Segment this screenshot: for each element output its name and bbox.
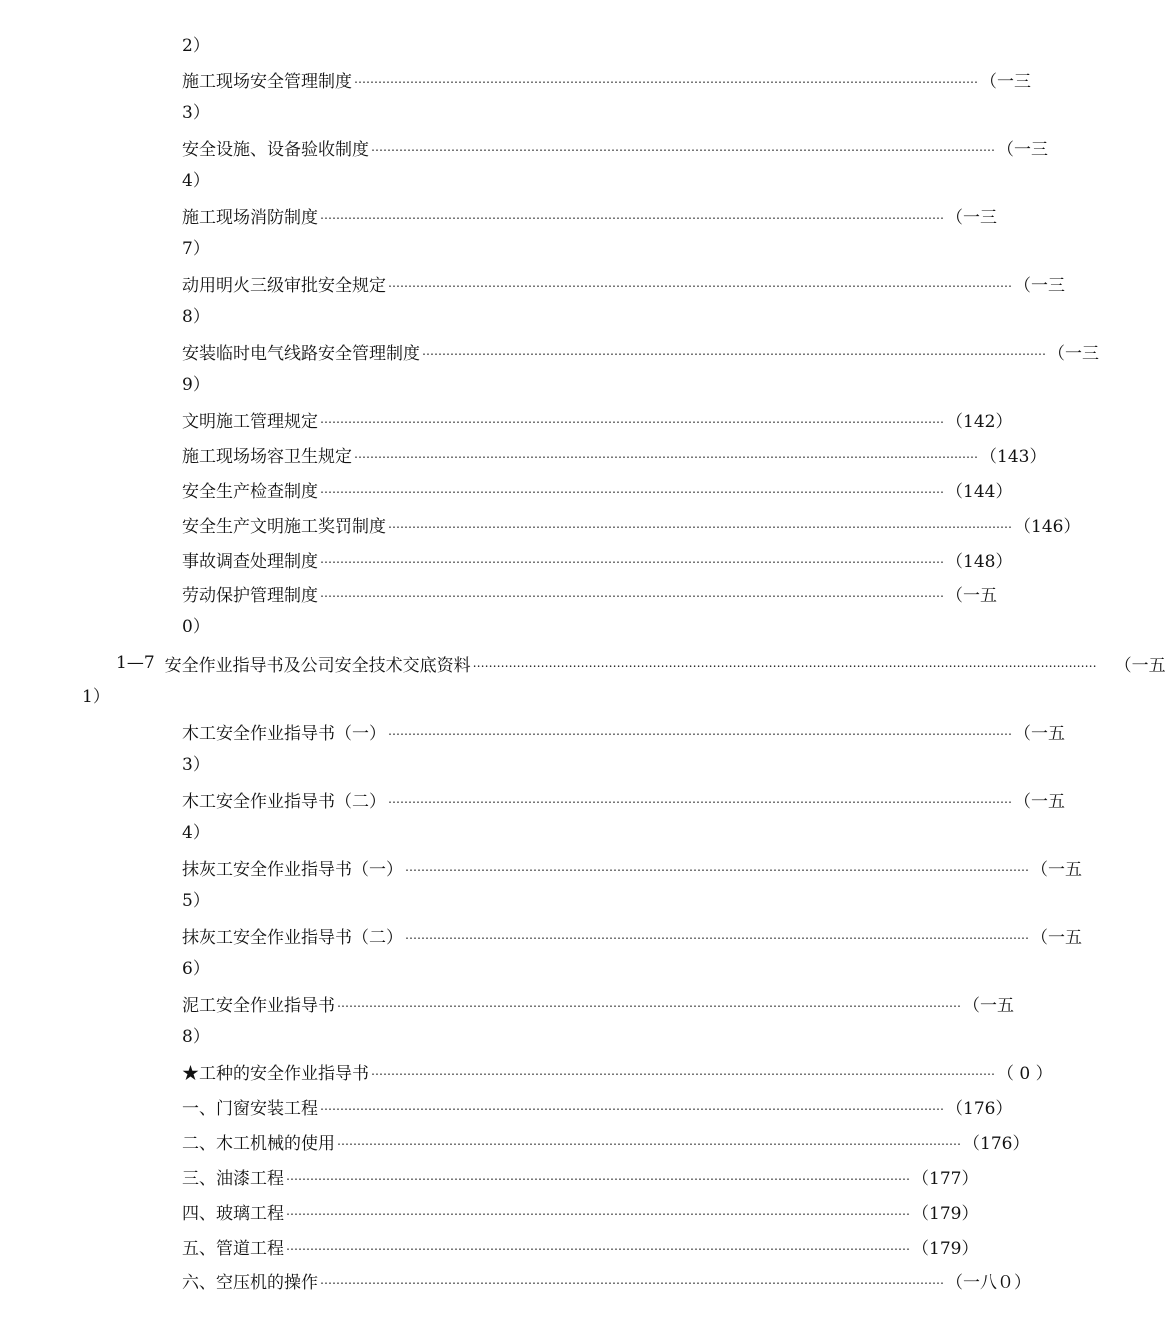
entry-title: 四、玻璃工程	[182, 1203, 284, 1224]
leader-dots: …………………………………………………………………………………………………………………………………………	[388, 517, 1012, 531]
toc-entry[interactable]	[182, 582, 997, 606]
entry-continuation: 9）	[182, 375, 210, 395]
toc-entry[interactable]	[182, 924, 1082, 948]
entry-title: 木工安全作业指导书（一）	[182, 723, 386, 744]
leader-dots: …………………………………………………………………………………………………………………………………………	[286, 1204, 910, 1218]
toc-entry[interactable]	[182, 513, 1081, 537]
entry-title: 木工安全作业指导书（二）	[182, 791, 386, 812]
entry-title: 文明施工管理规定	[182, 411, 318, 432]
section-number: 1—7	[116, 653, 155, 673]
leader-dots: …………………………………………………………………………………………………………………………………………	[371, 1064, 995, 1078]
entry-page: （176）	[946, 1098, 1013, 1119]
toc-entry[interactable]	[182, 340, 1099, 364]
entry-page: （一五	[1031, 927, 1082, 948]
toc-entry[interactable]	[182, 856, 1082, 880]
entry-page: （一三	[1014, 275, 1065, 296]
entry-continuation: 0）	[182, 617, 210, 637]
entry-title: 劳动保护管理制度	[182, 585, 318, 606]
entry-title: 施工现场安全管理制度	[182, 71, 352, 92]
entry-continuation: 8）	[182, 307, 210, 327]
entry-page: （一八０）	[946, 1272, 1031, 1293]
section-continuation: 1）	[82, 687, 110, 707]
entry-title: 六、空压机的操作	[182, 1272, 318, 1293]
toc-entry[interactable]	[182, 1165, 979, 1189]
toc-entry[interactable]	[182, 788, 1065, 812]
entry-title: 动用明火三级审批安全规定	[182, 275, 386, 296]
section-page: （一五	[1114, 655, 1166, 676]
entry-title: ★工种的安全作业指导书	[182, 1063, 369, 1084]
entry-page: （一五	[1031, 859, 1082, 880]
entry-title: 安装临时电气线路安全管理制度	[182, 343, 420, 364]
toc-entry[interactable]	[182, 720, 1065, 744]
leader-dots: …………………………………………………………………………………………………………………………………………	[320, 482, 944, 496]
toc-entry[interactable]	[182, 1200, 979, 1224]
entry-page: （一五	[1014, 791, 1065, 812]
toc-entry[interactable]	[182, 548, 1013, 572]
entry-title: 安全生产检查制度	[182, 481, 318, 502]
entry-page: （一三	[1048, 343, 1099, 364]
entry-page: （144）	[946, 481, 1013, 502]
leader-dots: …………………………………………………………………………………………………………………………………………	[320, 586, 944, 600]
leader-dots: …………………………………………………………………………………………………………………………………………	[354, 447, 978, 461]
toc-section[interactable]	[116, 652, 1166, 676]
entry-continuation: 6）	[182, 959, 210, 979]
leader-dots: …………………………………………………………………………………………………………………………………………	[405, 928, 1029, 942]
leader-dots: …………………………………………………………………………………………………………………………………………	[320, 208, 944, 222]
entry-title: 抹灰工安全作业指导书（一）	[182, 859, 403, 880]
entry-page: （179）	[912, 1238, 979, 1259]
leader-dots: …………………………………………………………………………………………………………………………………………	[388, 276, 1012, 290]
toc-entry[interactable]	[182, 204, 997, 228]
entry-title: 抹灰工安全作业指导书（二）	[182, 927, 403, 948]
leader-dots: …………………………………………………………………………………………………………………………………………	[320, 552, 944, 566]
entry-page: （一三	[946, 207, 997, 228]
leader-dots: …………………………………………………………………………………………………………………………………………	[388, 792, 1012, 806]
leader-dots: …………………………………………………………………………………………………………………………………………	[320, 412, 944, 426]
toc-entry[interactable]	[182, 272, 1065, 296]
toc-entry[interactable]	[182, 1269, 1031, 1293]
entry-title: 施工现场消防制度	[182, 207, 318, 228]
toc-entry[interactable]	[182, 1235, 979, 1259]
leader-dots: …………………………………………………………………………………………………………………………………………	[320, 1273, 944, 1287]
entry-page: （一五	[963, 995, 1014, 1016]
entry-page: （146）	[1014, 516, 1081, 537]
leader-dots: …………………………………………………………………………………………………………………………………………	[286, 1239, 910, 1253]
toc-entry[interactable]	[182, 408, 1013, 432]
entry-continuation: 8）	[182, 1027, 210, 1047]
entry-title: 事故调查处理制度	[182, 551, 318, 572]
leader-dots: …………………………………………………………………………………………………………………………………………	[371, 140, 995, 154]
leader-dots: …………………………………………………………………………………………………………………………………………	[472, 656, 1097, 670]
entry-title: 安全生产文明施工奖罚制度	[182, 516, 386, 537]
leader-dots: …………………………………………………………………………………………………………………………………………	[388, 724, 1012, 738]
entry-continuation: 7）	[182, 239, 210, 259]
entry-page: （142）	[946, 411, 1013, 432]
entry-continuation: 4）	[182, 823, 210, 843]
entry-continuation: 5）	[182, 891, 210, 911]
entry-page: （176）	[963, 1133, 1030, 1154]
entry-page: （179）	[912, 1203, 979, 1224]
entry-title: 安全设施、设备验收制度	[182, 139, 369, 160]
entry-title: 五、管道工程	[182, 1238, 284, 1259]
entry-continuation: 3）	[182, 103, 210, 123]
toc-entry[interactable]	[182, 992, 1014, 1016]
entry-page: （143）	[980, 446, 1047, 467]
toc-entry[interactable]	[182, 1060, 1053, 1084]
leader-dots: …………………………………………………………………………………………………………………………………………	[354, 72, 978, 86]
leader-dots: …………………………………………………………………………………………………………………………………………	[337, 1134, 961, 1148]
section-title: 安全作业指导书及公司安全技术交底资料	[164, 655, 471, 676]
entry-continuation: 2）	[182, 36, 210, 56]
entry-page: （一五	[1014, 723, 1065, 744]
entry-page: （一三	[980, 71, 1031, 92]
leader-dots: …………………………………………………………………………………………………………………………………………	[405, 860, 1029, 874]
leader-dots: …………………………………………………………………………………………………………………………………………	[422, 344, 1046, 358]
toc-entry[interactable]	[182, 1095, 1013, 1119]
leader-dots: …………………………………………………………………………………………………………………………………………	[286, 1169, 910, 1183]
entry-page: （一五	[946, 585, 997, 606]
toc-entry[interactable]	[182, 478, 1013, 502]
entry-continuation: 4）	[182, 171, 210, 191]
entry-page: （ 0 ）	[997, 1063, 1053, 1084]
entry-page: （177）	[912, 1168, 979, 1189]
leader-dots: …………………………………………………………………………………………………………………………………………	[320, 1099, 944, 1113]
toc-entry[interactable]	[182, 136, 1048, 160]
entry-title: 施工现场场容卫生规定	[182, 446, 352, 467]
toc-entry[interactable]	[182, 1130, 1030, 1154]
entry-page: （一三	[997, 139, 1048, 160]
leader-dots: …………………………………………………………………………………………………………………………………………	[337, 996, 961, 1010]
entry-page: （148）	[946, 551, 1013, 572]
entry-title: 一、门窗安装工程	[182, 1098, 318, 1119]
entry-continuation: 3）	[182, 755, 210, 775]
entry-title: 二、木工机械的使用	[182, 1133, 335, 1154]
toc-entry[interactable]	[182, 443, 1047, 467]
toc-entry[interactable]	[182, 68, 1031, 92]
entry-title: 三、油漆工程	[182, 1168, 284, 1189]
entry-title: 泥工安全作业指导书	[182, 995, 335, 1016]
